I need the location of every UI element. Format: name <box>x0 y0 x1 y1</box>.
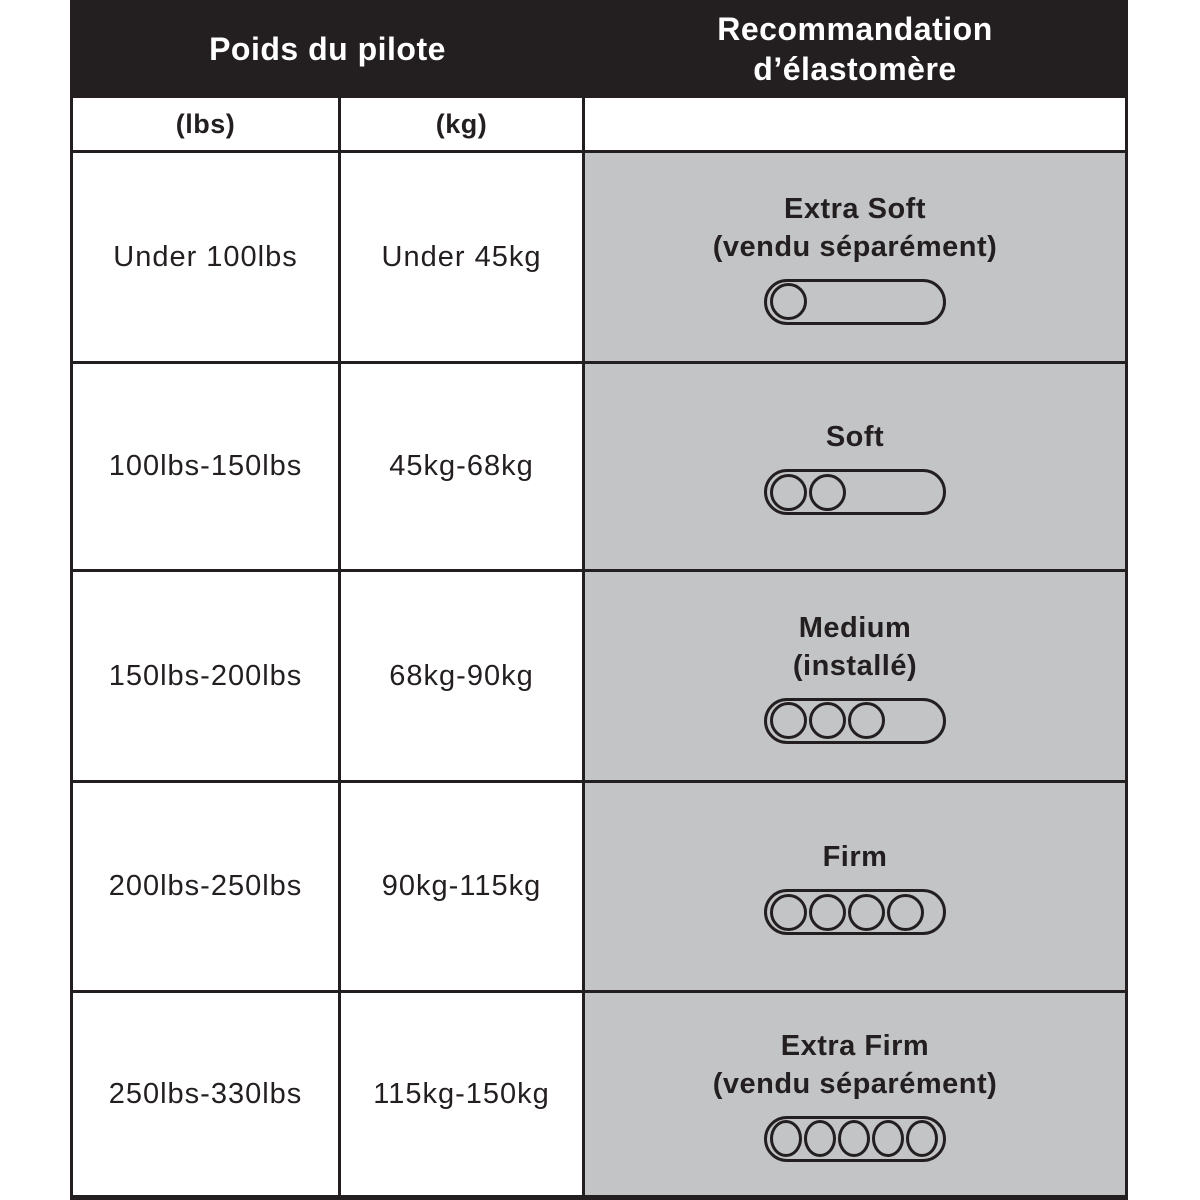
elastomer-name: Extra Firm <box>780 1029 930 1062</box>
weight-kg-cell: Under 45kg <box>341 153 582 361</box>
elastomer-name: Firm <box>822 841 888 873</box>
recommendation-cell <box>585 364 1125 569</box>
weight-kg-cell: 68kg-90kg <box>341 572 582 780</box>
subheader-kg <box>341 98 582 150</box>
elastomer-dot-icon <box>838 1120 870 1157</box>
elastomer-name: Extra Soft <box>784 192 926 225</box>
lbs-label: (lbs) <box>175 108 236 139</box>
recommendation-cell <box>585 783 1125 990</box>
weight-lbs-cell: 200lbs-250lbs <box>73 783 338 990</box>
elastomer-dot-icon <box>804 1120 836 1157</box>
weight-lbs-cell: 250lbs-330lbs <box>73 993 338 1195</box>
elastomer-dot-icon <box>872 1120 904 1157</box>
elastomer-gauge-icon <box>764 889 946 935</box>
elastomer-gauge-icon <box>764 1116 946 1162</box>
elastomer-note: (vendu séparément) <box>712 230 998 263</box>
elastomer-dot-icon <box>770 474 807 511</box>
elastomer-recommendation-table <box>70 0 1128 1200</box>
elastomer-dot-icon <box>770 894 807 931</box>
elastomer-dot-icon <box>848 702 885 739</box>
recommendation-cell <box>585 153 1125 361</box>
recommendation-title-line2: d’élastomère <box>753 51 957 87</box>
elastomer-note: (vendu séparément) <box>712 1067 998 1100</box>
recommendation-cell <box>585 993 1125 1195</box>
elastomer-dot-icon <box>809 894 846 931</box>
weight-kg-cell: 90kg-115kg <box>341 783 582 990</box>
kg-label: (kg) <box>435 108 488 139</box>
elastomer-gauge-icon <box>764 279 946 325</box>
header-rider-weight <box>73 3 582 95</box>
elastomer-name: Medium <box>798 611 912 644</box>
weight-kg-cell: 45kg-68kg <box>341 364 582 569</box>
subheader-empty <box>585 98 1125 150</box>
weight-lbs-cell: Under 100lbs <box>73 153 338 361</box>
subheader-lbs <box>73 98 338 150</box>
elastomer-dot-icon <box>770 283 807 320</box>
header-elastomer-recommendation <box>585 3 1125 95</box>
elastomer-dot-icon <box>887 894 924 931</box>
elastomer-dot-icon <box>848 894 885 931</box>
elastomer-dot-icon <box>809 474 846 511</box>
elastomer-name: Soft <box>825 421 885 453</box>
elastomer-note: (installé) <box>792 649 918 682</box>
recommendation-cell <box>585 572 1125 780</box>
elastomer-gauge-icon <box>764 469 946 515</box>
weight-lbs-cell: 100lbs-150lbs <box>73 364 338 569</box>
weight-lbs-cell: 150lbs-200lbs <box>73 572 338 780</box>
weight-kg-cell: 115kg-150kg <box>341 993 582 1195</box>
elastomer-dot-icon <box>770 1120 802 1157</box>
recommendation-title-line1: Recommandation <box>717 11 993 47</box>
elastomer-gauge-icon <box>764 698 946 744</box>
elastomer-dot-icon <box>906 1120 938 1157</box>
elastomer-dot-icon <box>809 702 846 739</box>
elastomer-dot-icon <box>770 702 807 739</box>
rider-weight-title: Poids du pilote <box>209 31 446 67</box>
